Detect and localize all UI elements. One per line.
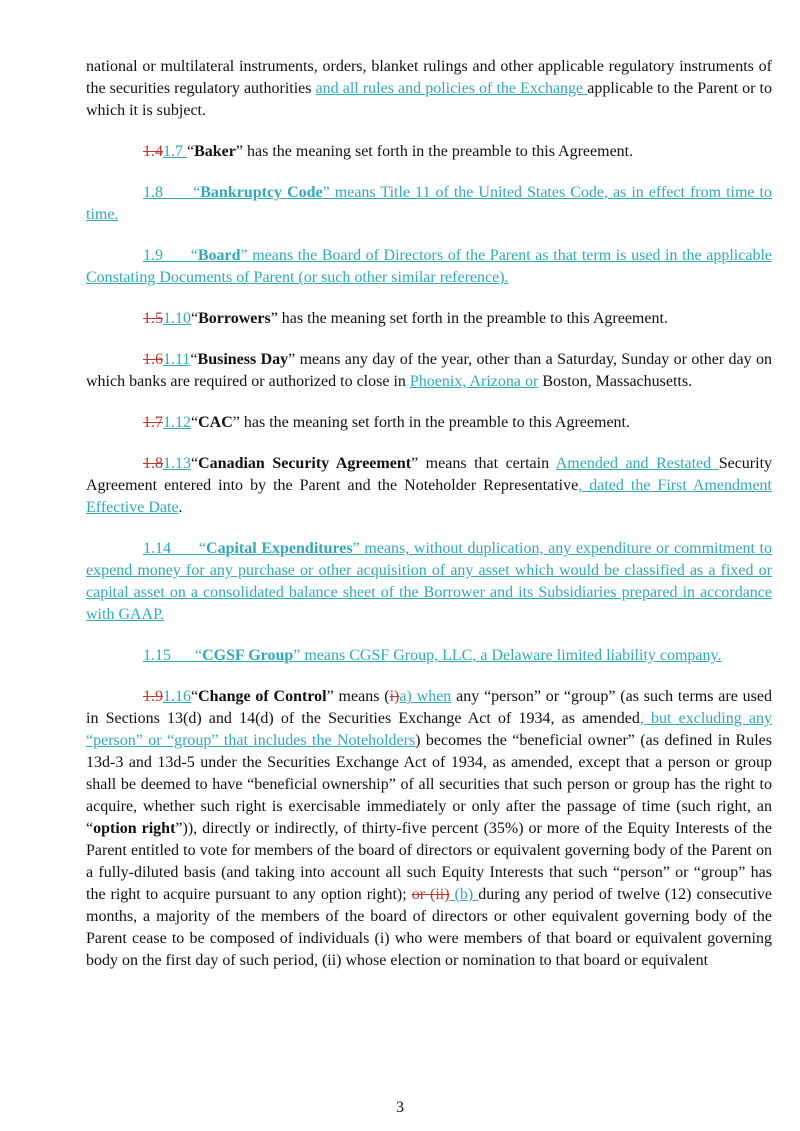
deleted-number: 1.5 [143,310,163,327]
defined-term: Change of Control [198,688,327,705]
definition-capital-expenditures [86,538,772,626]
inserted-text: Amended and Restated [555,455,719,472]
definition-change-of-control [86,686,772,972]
definition-borrowers [86,308,772,330]
section-number: 1.8 [143,184,163,201]
body-text: applicable to the Parent or to which it is subject. [86,80,772,119]
definition-text: ” means CGSF Group, LLC, a Delaware limited liability company. [293,647,722,664]
quote-mark: “ [191,455,199,472]
defined-term: Borrowers [198,310,271,327]
quote-mark: “ [187,143,195,160]
defined-term: Business Day [197,351,289,368]
deleted-number: 1.7 [143,414,163,431]
section-number: 1.12 [163,414,191,431]
body-text: national or multilateral instruments, orders, blanket rulings and other applicable regulatory instruments of the securities regulatory authorities [86,58,772,97]
section-number: 1.9 [143,247,163,264]
defined-term: Canadian Security Agreement [198,455,412,472]
quote-mark: “ [191,414,199,431]
defined-term: Baker [194,143,236,160]
defined-term: CGSF Group [202,647,294,664]
definition-text: during any period of twelve (12) consecutive months, a majority of the members of the board of directors or other equivalent governing body of the Parent cease to be composed of individuals (i) who were members of that board or equivalent governing body on the first day of such period, (ii) whose election or nomination to that board or equivalent [86,886,773,969]
definition-text: ” means the Board of Directors of the Parent as that term is used in the applicable Constating Documents of Parent (or such other similar reference). [86,247,773,286]
definition-text: . [178,499,183,516]
page-number: 3 [396,1099,404,1116]
deleted-text: or (ii) [411,886,450,903]
quote-mark: “ [171,647,203,664]
definition-cgsf-group [86,645,772,667]
definition-text: ” means any day of the year, other than a Saturday, Sunday or other day on which banks are required or authorized to close in [86,351,773,390]
deleted-number: 1.4 [143,143,163,160]
section-number: 1.7 [163,143,187,160]
section-number: 1.10 [163,310,191,327]
quote-mark: “ [191,310,199,327]
defined-term: option right [93,820,176,837]
definition-text: Security Agreement entered into by the Parent and the Noteholder Representative [86,455,773,494]
definition-text: ) becomes the “beneficial owner” (as defined in Rules 13d-3 and 13d-5 under the Securities Exchange Act of 1934, as amended, except that a person or group shall be deemed to have “beneficial ownership” of all securities that such person or group has the right to acquire, whether such right is exercisable immediately or only after the passage of time (such right, an “ [86,732,772,837]
definition-text: any “person” or “group” (as such terms are used in Sections 13(d) and 14(d) of the Securities Exchange Act of 1934, as amended [86,688,773,727]
definition-cac [86,412,772,434]
inserted-text: and all rules and policies of the Exchange [315,80,588,97]
definition-canadian-security-agreement [86,453,772,519]
section-number: 1.13 [163,455,191,472]
section-number: 1.11 [163,351,191,368]
quote-mark: “ [191,688,199,705]
definition-text: ” means Title 11 of the United States Code, as in effect from time to time. [86,184,773,223]
quote-mark: “ [163,247,198,264]
definition-board [86,245,772,289]
quote-mark: “ [190,351,198,368]
quote-mark: “ [163,184,201,201]
paragraph-continuation [86,56,772,122]
definition-text: ” has the meaning set forth in the preamble to this Agreement. [270,310,668,327]
definition-text: ” means ( [326,688,390,705]
definition-baker [86,141,772,163]
section-number: 1.16 [163,688,191,705]
section-number: 1.14 [143,540,171,557]
section-number: 1.15 [143,647,171,664]
defined-term: CAC [198,414,233,431]
defined-term: Capital Expenditures [206,540,353,557]
deleted-number: 1.8 [143,455,163,472]
deleted-number: 1.9 [143,688,163,705]
quote-mark: “ [171,540,207,557]
definition-text: ” has the meaning set forth in the preamble to this Agreement. [235,143,634,160]
definition-text: ” means that certain [411,455,556,472]
inserted-text: (b) [449,886,479,903]
inserted-text: Phoenix, Arizona or [409,373,539,390]
definition-business-day [86,349,772,393]
definition-text: Boston, Massachusetts. [538,373,693,390]
defined-term: Bankruptcy Code [200,184,323,201]
deleted-text: i) [389,688,400,705]
defined-term: Board [197,247,241,264]
definition-text: ”)), directly or indirectly, of thirty-five percent (35%) or more of the Equity Interests of the Parent entitled to vote for members of the board of directors or equivalent governing body of the Parent on a fully-diluted basis (and taking into account all such Equity Interests that such “person” or “group” has the right to acquire pursuant to any option right); [86,820,772,903]
inserted-text: , dated the First Amendment Effective Date [86,477,772,516]
definition-text: ” means, without duplication, any expenditure or commitment to expend money for any purchase or other acquisition of any asset which would be classified as a fixed or capital asset on a consolidated balance sheet of the Borrower and its Subsidiaries prepared in accordance with GAAP. [86,540,772,623]
definition-text: ” has the meaning set forth in the preamble to this Agreement. [232,414,630,431]
document-body [86,56,772,991]
definition-bankruptcy-code [86,182,772,226]
inserted-text: a) when [399,688,452,705]
deleted-number: 1.6 [143,351,163,368]
inserted-text: , but excluding any “person” or “group” that includes the Noteholders [86,710,773,749]
